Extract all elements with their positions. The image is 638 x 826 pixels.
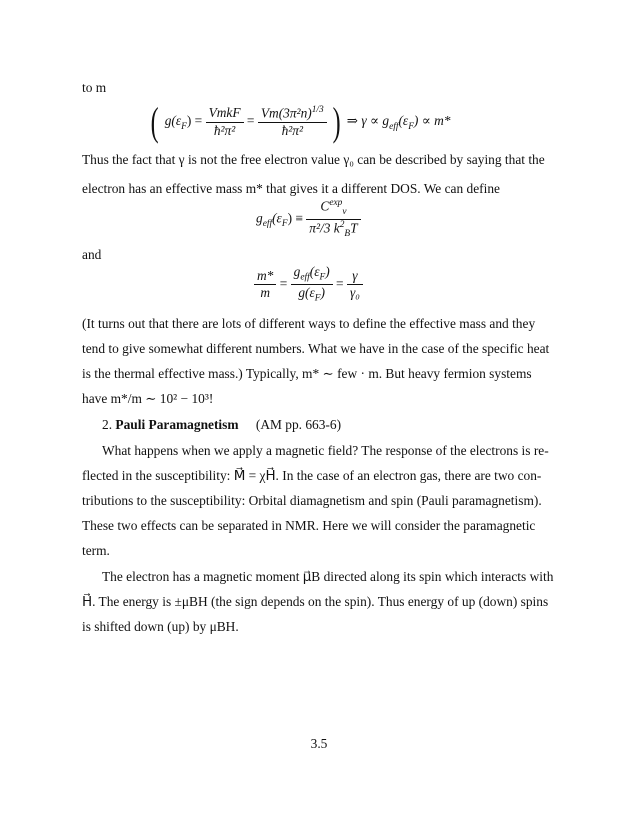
section-number: 2. <box>102 417 113 432</box>
eq2-den-main: π²/3 k <box>309 220 340 236</box>
eq3-f2-num-sub: eff <box>300 272 310 283</box>
equation-mass-ratio <box>254 264 363 306</box>
eq1-rhs-tail: ) ∝ m* <box>413 113 451 129</box>
para3-line4: These two effects can be separated in NMR. Here we will consider the paramagnetic <box>82 518 536 533</box>
eq2-num-sup: exp <box>329 198 343 208</box>
equation-dos-proportional <box>148 99 451 144</box>
para1-line2: electron has an effective mass m* that gives it a different DOS. We can define <box>82 181 500 196</box>
eq1-rhs-end: (ε <box>398 113 409 129</box>
intro-line: to m <box>82 80 107 95</box>
eq2-lhs-sub: eff <box>262 219 273 230</box>
eq3-f2-num-sub2: F <box>319 272 326 283</box>
para2-line4: have m*/m ∼ 10² − 10³! <box>82 391 214 406</box>
para4-line3: is shifted down (up) by μBH. <box>82 619 239 634</box>
eq1-lhs-sub: F <box>181 121 187 132</box>
eq1-frac2 <box>258 105 327 140</box>
para4-line2: H⃗. The energy is ±μBH (the sign depends on the spin). Thus energy of up (down) spins <box>82 594 549 609</box>
eq1-rhs-sub2: F <box>408 121 414 132</box>
eq1-frac2-num-main: Vm(3π²n) <box>260 104 312 120</box>
eq3-f1-num: m* <box>254 268 276 286</box>
and-word: and <box>82 247 102 262</box>
para2-line1: (It turns out that there are lots of different ways to define the effective mass and they <box>82 316 536 331</box>
section-reference: (AM pp. 663-6) <box>255 417 342 432</box>
eq3-frac3 <box>347 268 363 303</box>
eq1-frac2-den: ħ²π² <box>281 122 303 138</box>
eq2-num-main: C <box>320 198 330 214</box>
eq2-lhs: g <box>256 210 263 226</box>
page-number: 3.5 <box>310 736 328 751</box>
section-heading <box>102 417 341 433</box>
eq3-f2-num <box>291 264 333 285</box>
eq3-f2-den-sub: F <box>314 294 321 305</box>
eq3-f1-den: m <box>260 285 271 301</box>
right-paren: ) <box>332 99 341 144</box>
para3-line1: What happens when we apply a magnetic field? The response of the electrons is re- <box>102 443 549 458</box>
eq2-num-sub: v <box>342 207 347 218</box>
para3-line5: term. <box>82 543 110 558</box>
eq3-f2-den-main: g(ε <box>298 285 315 301</box>
eq2-den-sub: B <box>344 229 351 239</box>
section-title: Pauli Paramagnetism <box>115 417 239 432</box>
eq1-rhs-sub: eff <box>389 121 399 132</box>
eq1-frac1-den: ħ²π² <box>213 122 236 138</box>
eq2-num <box>306 198 360 220</box>
eq1-frac1-num: VmkF <box>206 105 244 123</box>
eq2-lhs-sub2: F <box>281 219 288 230</box>
eq3-f2-num-end: (ε <box>309 264 320 279</box>
eq3-f3-den: γ₀ <box>349 285 360 301</box>
para1-line1: Thus the fact that γ is not the free electron value γ₀ can be described by saying that the <box>82 152 545 167</box>
para3-line2: flected in the susceptibility: M⃗ = χH⃗. In the case of an electron gas, there are two con- <box>82 468 542 483</box>
eq3-frac2 <box>291 264 333 306</box>
eq1-frac2-num-sup: 1/3 <box>311 104 324 115</box>
eq3-frac1 <box>254 268 276 303</box>
eq2-lhs-tail: ) ≡ <box>287 210 303 226</box>
para3-line3: tributions to the susceptibility: Orbital diamagnetism and spin (Pauli paramagnetism). <box>82 493 542 508</box>
eq2-den <box>306 220 360 241</box>
eq3-eq-b: = <box>336 275 344 291</box>
para2-line2: tend to give somewhat different numbers. What we have in the case of the specific heat <box>82 341 550 356</box>
eq2-den-end: T <box>350 220 358 236</box>
left-paren: ( <box>150 99 159 144</box>
para4-line1: The electron has a magnetic moment μ⃗B directed along its spin which interacts with <box>102 569 554 584</box>
eq1-eq-sign: = <box>246 113 255 129</box>
eq2-den-sup: 2 <box>339 219 345 230</box>
eq1-rhs: ⇒ γ ∝ g <box>346 113 390 129</box>
eq3-f2-den-end: ) <box>320 285 325 301</box>
eq2-frac <box>306 198 360 241</box>
equation-g-eff-definition <box>256 198 361 241</box>
para2-line3: is the thermal effective mass.) Typically, m* ∼ few · m. But heavy fermion systems <box>82 366 532 381</box>
eq1-lhs: g(ε <box>164 113 182 129</box>
eq1-lhs-end: ) = <box>186 113 203 129</box>
eq3-f2-den <box>291 285 333 305</box>
eq3-f2-num-main: g <box>293 264 301 279</box>
eq1-frac2-num <box>258 105 327 123</box>
eq3-eq-a: = <box>279 275 288 291</box>
eq1-frac1 <box>206 105 244 140</box>
eq2-lhs-end: (ε <box>272 210 282 226</box>
eq3-f2-num-tail: ) <box>325 264 330 279</box>
eq3-f3-num: γ <box>347 268 363 286</box>
